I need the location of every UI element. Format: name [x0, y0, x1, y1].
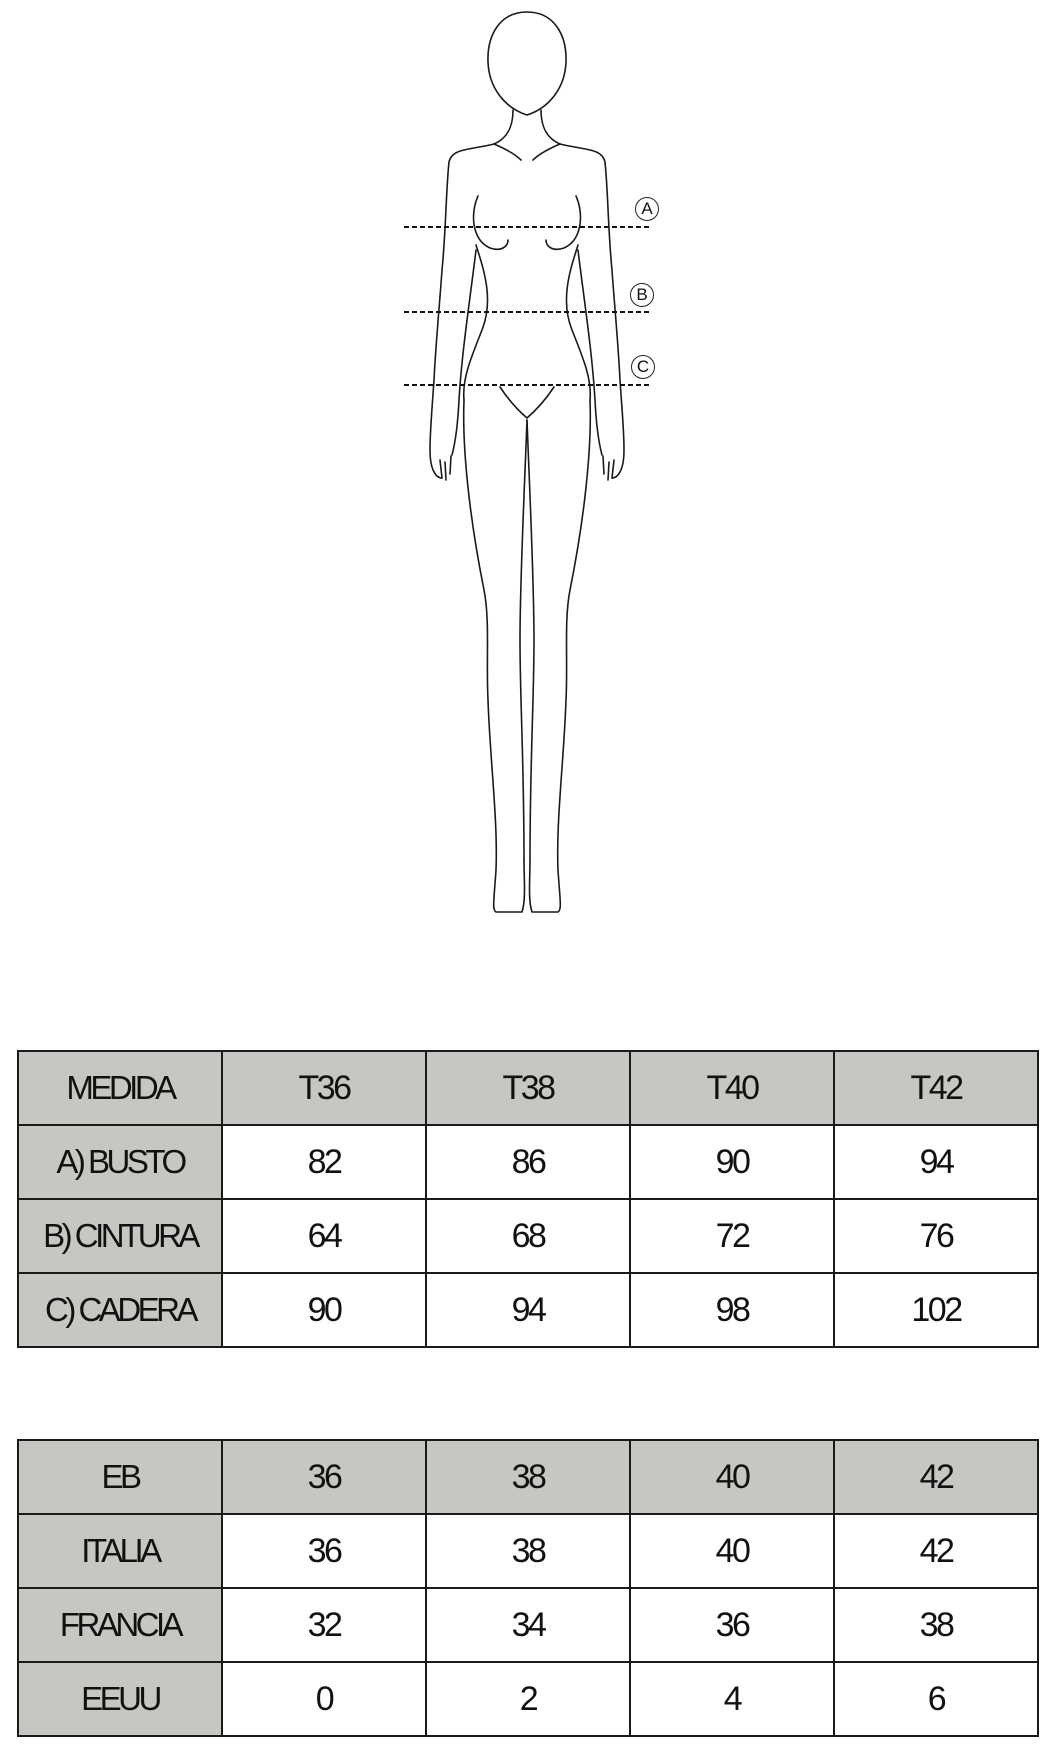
table-cell: 40 — [630, 1514, 834, 1588]
table-cell: 98 — [630, 1273, 834, 1347]
row-label: B) CINTURA — [18, 1199, 222, 1273]
table-row — [18, 1514, 1038, 1588]
table-cell: 36 — [630, 1588, 834, 1662]
table-cell: 72 — [630, 1199, 834, 1273]
table-cell: 82 — [222, 1125, 426, 1199]
table-row — [18, 1588, 1038, 1662]
row-label: EEUU — [18, 1662, 222, 1736]
table-cell: 76 — [834, 1199, 1038, 1273]
table-cell: 40 — [630, 1440, 834, 1514]
table-header-row — [18, 1051, 1038, 1125]
measurements-table — [17, 1050, 1039, 1348]
table-row — [18, 1662, 1038, 1736]
table-cell: 0 — [222, 1662, 426, 1736]
table-cell: 38 — [426, 1514, 630, 1588]
row-label: A) BUSTO — [18, 1125, 222, 1199]
table-cell: 42 — [834, 1440, 1038, 1514]
table-cell: 2 — [426, 1662, 630, 1736]
table-row — [18, 1199, 1038, 1273]
table-row — [18, 1125, 1038, 1199]
table-cell: 6 — [834, 1662, 1038, 1736]
table-cell: 94 — [426, 1273, 630, 1347]
hip-marker: C — [631, 355, 655, 379]
table-cell: 38 — [426, 1440, 630, 1514]
size-conversion-table — [17, 1439, 1039, 1737]
waist-marker: B — [630, 283, 654, 307]
table-cell: 86 — [426, 1125, 630, 1199]
row-label: C) CADERA — [18, 1273, 222, 1347]
table-cell: 94 — [834, 1125, 1038, 1199]
header-cell: MEDIDA — [18, 1051, 222, 1125]
table-cell: 68 — [426, 1199, 630, 1273]
table-cell: 32 — [222, 1588, 426, 1662]
header-cell: T42 — [834, 1051, 1038, 1125]
row-label: FRANCIA — [18, 1588, 222, 1662]
table-cell: 34 — [426, 1588, 630, 1662]
header-cell: T36 — [222, 1051, 426, 1125]
table-cell: 42 — [834, 1514, 1038, 1588]
table-row — [18, 1440, 1038, 1514]
table-cell: 36 — [222, 1514, 426, 1588]
table-cell: 38 — [834, 1588, 1038, 1662]
table-cell: 90 — [222, 1273, 426, 1347]
row-label: EB — [18, 1440, 222, 1514]
header-cell: T38 — [426, 1051, 630, 1125]
table-cell: 4 — [630, 1662, 834, 1736]
header-cell: T40 — [630, 1051, 834, 1125]
table-cell: 102 — [834, 1273, 1038, 1347]
table-row — [18, 1273, 1038, 1347]
row-label: ITALIA — [18, 1514, 222, 1588]
table-cell: 64 — [222, 1199, 426, 1273]
table-cell: 90 — [630, 1125, 834, 1199]
table-cell: 36 — [222, 1440, 426, 1514]
bust-marker: A — [635, 197, 659, 221]
